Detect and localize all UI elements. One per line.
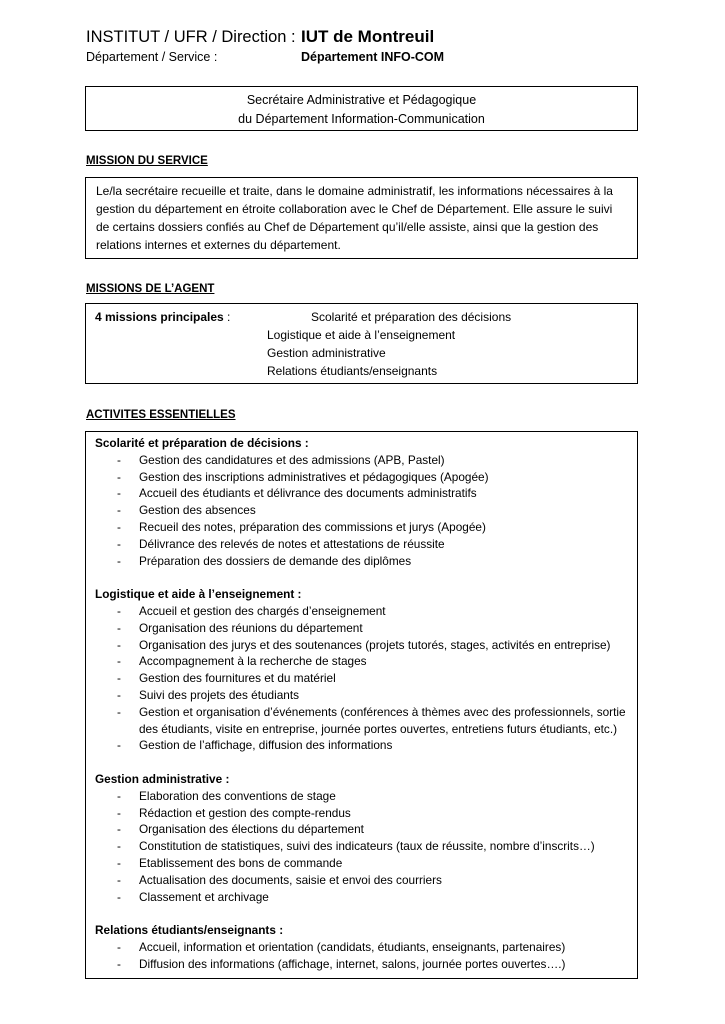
- mission-item: Relations étudiants/enseignants: [267, 364, 438, 378]
- activity-item-text: Diffusion des informations (affichage, internet, salons, journée portes ouvertes….): [139, 956, 566, 971]
- activity-group-title: Scolarité et préparation de décisions :: [95, 436, 309, 450]
- activity-group: [95, 922, 629, 972]
- header-institut: [86, 27, 434, 47]
- activity-group: [95, 435, 629, 569]
- bullet-dash: -: [117, 738, 121, 753]
- header-departement: [86, 50, 444, 64]
- activity-item-text: Accueil des étudiants et délivrance des documents administratifs: [139, 486, 477, 501]
- institut-label: INSTITUT / UFR / Direction :: [86, 28, 296, 46]
- activity-group: [95, 586, 629, 754]
- activity-item: [95, 821, 629, 838]
- bullet-dash: -: [117, 822, 121, 837]
- departement-label: Département / Service :: [86, 50, 218, 64]
- activites-heading: ACTIVITES ESSENTIELLES: [86, 409, 236, 421]
- activity-group-title: Gestion administrative :: [95, 771, 230, 786]
- activity-item: [95, 855, 629, 872]
- activity-item: [95, 485, 629, 502]
- mission-item: Logistique et aide à l’enseignement: [267, 328, 456, 342]
- activity-item-text: Rédaction et gestion des compte-rendus: [139, 805, 351, 820]
- activity-item: [95, 653, 629, 670]
- bullet-dash: -: [117, 654, 121, 669]
- activity-item: [95, 687, 629, 704]
- activity-item: [95, 704, 629, 738]
- activity-group: [95, 771, 629, 905]
- job-title-box: [85, 86, 638, 131]
- activity-item-text: Gestion des absences: [139, 503, 256, 518]
- activity-item-text: Organisation des réunions du département: [139, 620, 363, 635]
- bullet-dash: -: [117, 704, 121, 719]
- activity-item: [95, 805, 629, 822]
- activity-item-text: Gestion des inscriptions administratives et pédagogiques (Apogée): [139, 469, 489, 484]
- activity-item: [95, 939, 629, 956]
- mission-service-text: Le/la secrétaire recueille et traite, dans le domaine administratif, les informations nécessaires à la gestion du département en étroite collaboration avec le Chef de Département. Elle assure le suivi de certains dossiers confiés au Chef de Département qu’il/elle assiste, ainsi que la gestion des relations internes et externes du département.: [96, 184, 613, 252]
- bullet-dash: -: [117, 620, 121, 635]
- activity-item: [95, 469, 629, 486]
- activity-group-title: Logistique et aide à l’enseignement :: [95, 587, 302, 602]
- bullet-dash: -: [117, 503, 121, 518]
- activity-item-text: Organisation des jurys et des soutenances (projets tutorés, stages, activités en entreprise): [139, 637, 611, 652]
- activity-item: [95, 620, 629, 637]
- bullet-dash: -: [117, 671, 121, 686]
- bullet-dash: -: [117, 956, 121, 971]
- bullet-dash: -: [117, 603, 121, 618]
- activity-item-text: Accueil et gestion des chargés d’enseignement: [139, 603, 386, 618]
- activity-item-text: Actualisation des documents, saisie et envoi des courriers: [139, 872, 442, 887]
- activity-item: [95, 872, 629, 889]
- departement-value: Département INFO-COM: [301, 50, 445, 64]
- bullet-dash: -: [117, 889, 121, 904]
- activites-box: [85, 431, 638, 979]
- missions-count-label: [95, 308, 230, 326]
- missions-agent-heading: MISSIONS DE L’AGENT: [86, 283, 215, 295]
- bullet-dash: -: [117, 637, 121, 652]
- activity-item: [95, 670, 629, 687]
- bullet-dash: -: [117, 452, 121, 467]
- activity-list: [95, 452, 629, 570]
- bullet-dash: -: [117, 805, 121, 820]
- mission-item: Scolarité et préparation des décisions: [311, 310, 512, 324]
- activity-item-text: Elaboration des conventions de stage: [139, 788, 336, 803]
- missions-count-label-colon: :: [223, 310, 231, 324]
- activity-item-text: Accueil, information et orientation (candidats, étudiants, enseignants, partenaires): [139, 939, 566, 954]
- bullet-dash: -: [117, 839, 121, 854]
- activity-item: [95, 889, 629, 906]
- activity-item-text: Organisation des élections du département: [139, 822, 364, 837]
- bullet-dash: -: [117, 939, 121, 954]
- bullet-dash: -: [117, 872, 121, 887]
- activity-item: [95, 553, 629, 570]
- activity-item: [95, 603, 629, 620]
- activity-item-text: Recueil des notes, préparation des commissions et jurys (Apogée): [139, 519, 486, 534]
- activity-list: [95, 603, 629, 754]
- job-title-line2: du Département Information-Communication: [238, 112, 485, 126]
- bullet-dash: -: [117, 788, 121, 803]
- activity-item: [95, 502, 629, 519]
- activity-item-text: Constitution de statistiques, suivi des indicateurs (taux de réussite, nombre d’inscrits…): [139, 839, 595, 854]
- activity-item: [95, 956, 629, 973]
- activity-list: [95, 788, 629, 906]
- missions-count-label-bold: 4 missions principales: [95, 310, 224, 324]
- activity-item-text: Etablissement des bons de commande: [139, 855, 343, 870]
- bullet-dash: -: [117, 687, 121, 702]
- activity-item-text: Suivi des projets des étudiants: [139, 687, 300, 702]
- activity-item-text: Préparation des dossiers de demande des diplômes: [139, 553, 412, 568]
- activity-item: [95, 452, 629, 469]
- job-title-line1: Secrétaire Administrative et Pédagogique: [246, 93, 477, 107]
- activity-item-text: Gestion des fournitures et du matériel: [139, 671, 336, 686]
- activity-list: [95, 939, 629, 973]
- activity-item-text: Accompagnement à la recherche de stages: [139, 654, 367, 669]
- bullet-dash: -: [117, 536, 121, 551]
- activity-item-text: Gestion de l’affichage, diffusion des informations: [139, 738, 393, 753]
- activity-group-title: Relations étudiants/enseignants :: [95, 923, 284, 938]
- institut-value: IUT de Montreuil: [301, 27, 435, 46]
- activity-item: [95, 737, 629, 754]
- missions-agent-box: [85, 303, 638, 384]
- activity-item: [95, 838, 629, 855]
- mission-item: Gestion administrative: [267, 346, 386, 360]
- bullet-dash: -: [117, 855, 121, 870]
- bullet-dash: -: [117, 519, 121, 534]
- activity-item: [95, 637, 629, 654]
- bullet-dash: -: [117, 553, 121, 568]
- mission-service-heading: MISSION DU SERVICE: [86, 155, 208, 167]
- activity-item-text: Délivrance des relevés de notes et attestations de réussite: [139, 536, 445, 551]
- activity-item: [95, 519, 629, 536]
- activity-item: [95, 536, 629, 553]
- activity-item-text: Gestion des candidatures et des admissions (APB, Pastel): [139, 452, 445, 467]
- activity-item-text: Classement et archivage: [139, 889, 269, 904]
- mission-service-box: [85, 177, 638, 259]
- bullet-dash: -: [117, 469, 121, 484]
- activity-item: [95, 788, 629, 805]
- bullet-dash: -: [117, 486, 121, 501]
- activity-item-text: Gestion et organisation d’événements (conférences à thèmes avec des professionnels, sortie des étudiants, visite en entreprise, journée portes ouvertes, entretiens futurs étudiants, etc.): [139, 704, 626, 736]
